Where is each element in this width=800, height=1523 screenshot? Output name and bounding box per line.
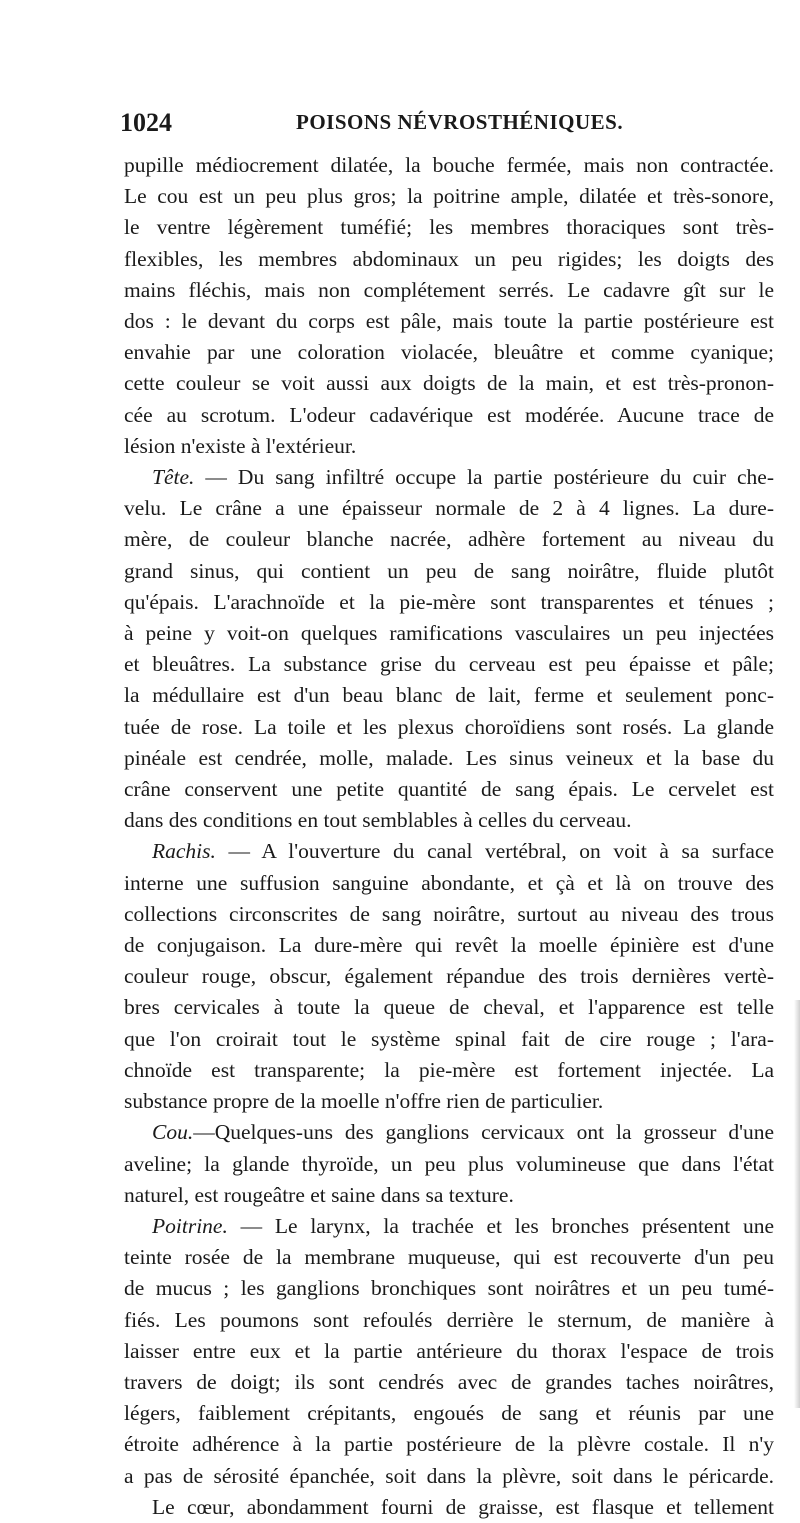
- text-line: [124, 1180, 774, 1211]
- line-text: mère, de couleur blanche nacrée, adhère fortement au niveau du: [124, 527, 774, 552]
- text-line: [124, 275, 774, 306]
- page-number: 1024: [120, 108, 172, 137]
- line-text: cette couleur se voit aussi aux doigts de la main, et est très-pronon-: [124, 371, 774, 396]
- text-line: [124, 462, 774, 493]
- line-text: à peine y voit-on quelques ramifications vasculaires un peu injectées: [124, 621, 774, 646]
- page-header: [120, 108, 760, 138]
- line-text: grand sinus, qui contient un peu de sang noirâtre, fluide plutôt: [124, 558, 774, 583]
- text-line: [124, 1398, 774, 1429]
- line-text: teinte rosée de la membrane muqueuse, qui est recouverte d'un peu: [124, 1245, 774, 1270]
- text-line: [124, 306, 774, 337]
- line-text: qu'épais. L'arachnoïde et la pie-mère sont transparentes et ténues ;: [124, 589, 774, 614]
- section-heading: Tête.: [152, 465, 195, 490]
- text-line: [124, 805, 774, 836]
- line-text: de mucus ; les ganglions bronchiques sont noirâtres et un peu tumé-: [124, 1276, 774, 1301]
- text-line: [124, 930, 774, 961]
- text-line: [124, 400, 774, 431]
- line-text: dos : le devant du corps est pâle, mais toute la partie postérieure est: [124, 309, 774, 334]
- line-text: substance propre de la moelle n'offre rien de particulier.: [124, 1089, 604, 1114]
- text-line: [124, 961, 774, 992]
- line-text: de conjugaison. La dure-mère qui revêt la moelle épinière est d'une: [124, 933, 774, 958]
- text-line: [124, 1242, 774, 1273]
- text-line: [124, 1117, 774, 1148]
- text-line: [124, 1429, 774, 1460]
- text-line: [124, 556, 774, 587]
- text-line: [124, 899, 774, 930]
- line-text: envahie par une coloration violacée, bleuâtre et comme cyanique;: [124, 340, 774, 365]
- text-line: [124, 1149, 774, 1180]
- line-text: collections circonscrites de sang noirâtre, surtout au niveau des trous: [124, 901, 774, 926]
- line-text: aveline; la glande thyroïde, un peu plus volumineuse que dans l'état: [124, 1151, 774, 1176]
- text-line: [124, 1086, 774, 1117]
- text-line: [124, 836, 774, 867]
- line-text: Le cou est un peu plus gros; la poitrine ample, dilatée et très-sonore,: [124, 184, 774, 209]
- line-text: mains fléchis, mais non complétement serrés. Le cadavre gît sur le: [124, 277, 774, 302]
- text-line: [124, 368, 774, 399]
- line-text: étroite adhérence à la partie postérieure de la plèvre costale. Il n'y: [124, 1432, 774, 1457]
- text-line: [124, 1273, 774, 1304]
- line-text: chnoïde est transparente; la pie-mère est fortement injectée. La: [124, 1057, 774, 1082]
- line-text: pupille médiocrement dilatée, la bouche fermée, mais non contractée.: [124, 153, 774, 177]
- line-text: naturel, est rougeâtre et saine dans sa texture.: [124, 1182, 514, 1207]
- text-line: [124, 431, 774, 462]
- section-heading: Cou.: [152, 1120, 194, 1145]
- text-line: [124, 524, 774, 555]
- line-text: —Quelques-uns des ganglions cervicaux ont la grosseur d'une: [193, 1120, 774, 1145]
- line-text: pinéale est cendrée, molle, malade. Les sinus veineux et la base du: [124, 745, 774, 770]
- section-heading: Rachis.: [152, 839, 216, 864]
- line-text: la médullaire est d'un beau blanc de lait, ferme et seulement ponc-: [124, 683, 774, 708]
- line-text: Le cœur, abondamment fourni de graisse, est flasque et tellement: [152, 1494, 774, 1519]
- text-line: [124, 774, 774, 805]
- line-text: a pas de sérosité épanchée, soit dans la plèvre, soit dans le péricarde.: [124, 1463, 774, 1488]
- text-line: [124, 1461, 774, 1492]
- line-text: travers de doigt; ils sont cendrés avec de grandes taches noirâtres,: [124, 1369, 774, 1394]
- line-text: velu. Le crâne a une épaisseur normale de 2 à 4 lignes. La dure-: [124, 496, 774, 521]
- line-text: flexibles, les membres abdominaux un peu rigides; les doigts des: [124, 246, 774, 271]
- line-text: tuée de rose. La toile et les plexus choroïdiens sont rosés. La glande: [124, 714, 774, 739]
- text-line: [124, 337, 774, 368]
- text-line: [124, 1336, 774, 1367]
- text-line: [124, 1305, 774, 1336]
- text-line: [124, 649, 774, 680]
- line-text: dans des conditions en tout semblables à celles du cerveau.: [124, 808, 632, 833]
- text-line: [124, 712, 774, 743]
- line-text: couleur rouge, obscur, également répandue des trois dernières vertè-: [124, 964, 774, 989]
- text-line: [124, 1367, 774, 1398]
- text-line: [124, 743, 774, 774]
- line-text: lésion n'existe à l'extérieur.: [124, 433, 357, 458]
- running-title: POISONS NÉVROSTHÉNIQUES.: [296, 110, 624, 134]
- text-line: [124, 244, 774, 275]
- text-line: [124, 212, 774, 243]
- text-line: [124, 618, 774, 649]
- text-line: [124, 587, 774, 618]
- text-line: [124, 150, 774, 181]
- text-line: [124, 1024, 774, 1055]
- line-text: crâne conservent une petite quantité de sang épais. Le cervelet est: [124, 777, 774, 802]
- text-line: [124, 1211, 774, 1242]
- text-line: [124, 1492, 774, 1523]
- line-text: — Le larynx, la trachée et les bronches présentent une: [227, 1213, 774, 1238]
- text-line: [124, 493, 774, 524]
- text-line: [124, 1055, 774, 1086]
- line-text: le ventre légèrement tuméfié; les membres thoraciques sont très-: [124, 215, 774, 240]
- line-text: que l'on croirait tout le système spinal fait de cire rouge ; l'ara-: [124, 1026, 774, 1051]
- text-line: [124, 181, 774, 212]
- text-line: [124, 680, 774, 711]
- line-text: laisser entre eux et la partie antérieure du thorax l'espace de trois: [124, 1338, 774, 1363]
- section-heading: Poitrine.: [152, 1213, 228, 1238]
- line-text: interne une suffusion sanguine abondante, et çà et là on trouve des: [124, 870, 774, 895]
- line-text: bres cervicales à toute la queue de cheval, et l'apparence est telle: [124, 995, 774, 1020]
- text-line: [124, 992, 774, 1023]
- line-text: et bleuâtres. La substance grise du cerveau est peu épaisse et pâle;: [124, 652, 774, 677]
- page-edge-shadow: [794, 1000, 800, 1408]
- line-text: cée au scrotum. L'odeur cadavérique est modérée. Aucune trace de: [124, 402, 774, 427]
- line-text: — A l'ouverture du canal vertébral, on voit à sa surface: [215, 839, 774, 864]
- text-line: [124, 868, 774, 899]
- body-text: [124, 150, 774, 1523]
- line-text: — Du sang infiltré occupe la partie postérieure du cuir che-: [194, 465, 774, 490]
- line-text: fiés. Les poumons sont refoulés derrière le sternum, de manière à: [124, 1307, 774, 1332]
- line-text: légers, faiblement crépitants, engoués de sang et réunis par une: [124, 1401, 774, 1426]
